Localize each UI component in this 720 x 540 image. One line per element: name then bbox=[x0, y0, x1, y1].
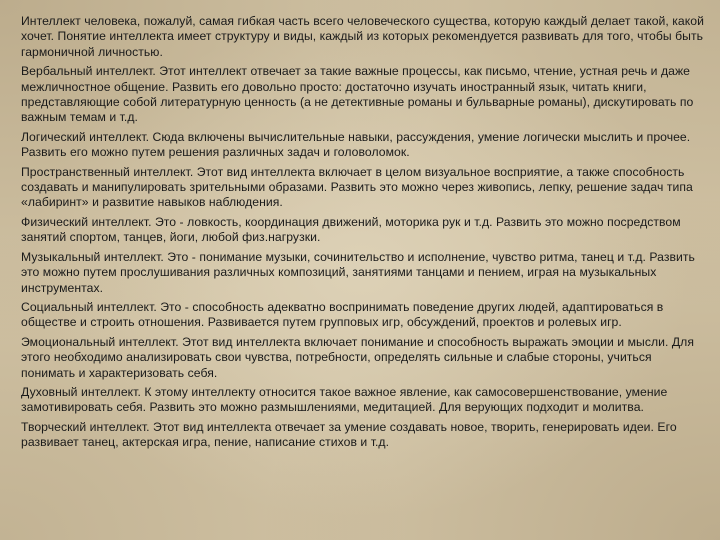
spiritual-intelligence-paragraph: Духовный интеллект. К этому интеллекту относится такое важное явление, как самосовершенствование, умение замотивировать себя. Развить это можно размышлениями, медитацией. Для верующих подходит и молитва. bbox=[21, 384, 668, 415]
musical-intelligence-paragraph: Музыкальный интеллект. Это - понимание музыки, сочинительство и исполнение, чувство ритма, танец и т.д. Развить это можно путем прослушивания различных композиций, занятиями танцами и пением, играя на музыкальных инструментах. bbox=[21, 249, 695, 295]
physical-intelligence-paragraph: Физический интеллект. Это - ловкость, координация движений, моторика рук и т.д. Развить это можно посредством занятий спортом, танцев, йоги, любой физ.нагрузки. bbox=[21, 214, 681, 245]
social-intelligence-paragraph: Социальный интеллект. Это - способность адекватно воспринимать поведение других людей, адаптироваться в обществе и строить отношения. Развивается путем групповых игр, обсуждений, проектов и ролевых игр. bbox=[21, 299, 664, 330]
intro-paragraph: Интеллект человека, пожалуй, самая гибкая часть всего человеческого существа, которую каждый делает такой, какой хочет. Понятие интеллекта имеет структуру и виды, каждый из которых рекомендуется развивать для того, чтобы быть гармоничной личностью. bbox=[21, 14, 704, 59]
creative-intelligence-paragraph: Творческий интеллект. Этот вид интеллекта отвечает за умение создавать новое, творить, генерировать идеи. Его развивает танец, актерская игра, пение, написание стихов и т.д. bbox=[21, 419, 677, 450]
logical-intelligence-paragraph: Логический интеллект. Сюда включены вычислительные навыки, рассуждения, умение логически мыслить и прочее. Развить его можно путем решения различных задач и головоломок. bbox=[21, 129, 691, 160]
spatial-intelligence-paragraph: Пространственный интеллект. Этот вид интеллекта включает в целом визуальное восприятие, а также способность создавать и манипулировать зрительными образами. Развить это можно через живопись, лепку, решение задач типа «лабиринт» и развитие навыков наблюдения. bbox=[21, 164, 693, 210]
verbal-intelligence-paragraph: Вербальный интеллект. Этот интеллект отвечает за такие важные процессы, как письмо, чтение, устная речь и даже межличностное общение. Развить его довольно просто: достаточно изучать иностранный язык, читать книги, представляющие собой литературную ценность (а не детективные романы и бульварные романы), дискутировать по важным темам и т.д. bbox=[21, 64, 694, 125]
emotional-intelligence-paragraph: Эмоциональный интеллект. Этот вид интеллекта включает понимание и способность выражать эмоции и мысли. Для этого необходимо анализировать свои чувства, потребности, определять сильные и слабые стороны, учиться понимать и характеризовать себя. bbox=[21, 334, 694, 380]
